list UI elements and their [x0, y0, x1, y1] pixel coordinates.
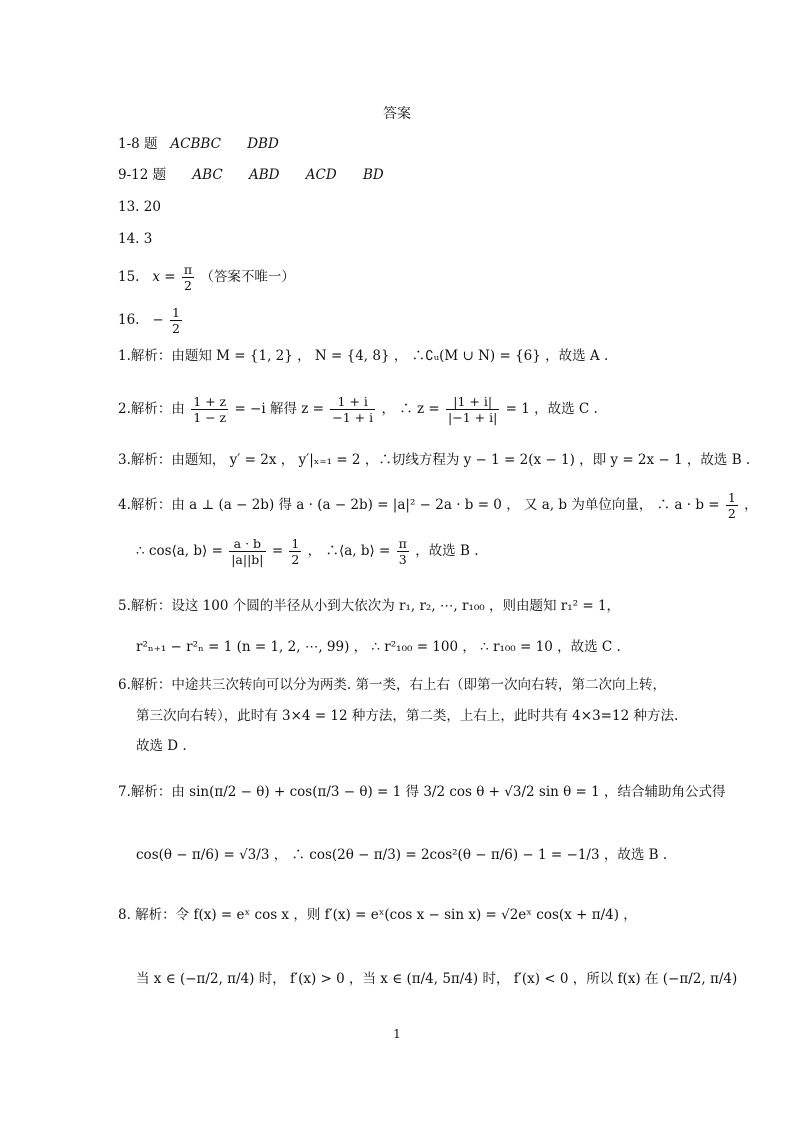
solution-2-f1-num: 1 + z — [193, 394, 227, 409]
page-title: 答案 — [383, 106, 411, 122]
answer-1-8-label: 1-8 题 — [118, 136, 158, 152]
solution-6-line-3: 故选 D . — [136, 738, 187, 754]
solution-7-line-1: 7.解析：由 sin(π/2 − θ) + cos(π/3 − θ) = 1 得 3/2 cos θ + √3/2 sin θ = 1 ，结合辅助角公式得 — [118, 784, 726, 800]
solution-4-angle: ， ∴⟨a, b⟩ = — [307, 543, 391, 559]
answer-16-sign: − — [152, 312, 164, 328]
solution-2-mid2: ， ∴ z = — [381, 401, 440, 417]
solution-2-intro: 2.解析：由 — [118, 401, 185, 417]
answer-16-den: 2 — [171, 321, 180, 336]
answer-9-12-a: ABC — [192, 167, 223, 183]
answer-1-8-b: DBD — [247, 136, 279, 152]
solution-1: 1.解析：由题知 M = {1, 2} ， N = {4, 8} ， ∴∁ᵤ(M ∪ N) = {6} ，故选 A . — [118, 348, 609, 364]
answer-1-8 — [118, 135, 279, 153]
answer-13: 13. 20 — [118, 199, 161, 215]
solution-4-fraction — [726, 490, 738, 521]
answer-9-12 — [118, 166, 384, 184]
answer-14: 14. 3 — [118, 231, 153, 247]
solution-4-line-2 — [136, 536, 478, 567]
solution-4-cos: ∴ cos⟨a, b⟩ = — [136, 543, 223, 559]
answer-16-fraction — [170, 305, 182, 336]
solution-4-pi-num: π — [398, 536, 407, 551]
solution-6-line-2: 第三次向右转），此时有 3×4 = 12 种方法，第二类，上右上，此时共有 4×3=12 种方法. — [136, 708, 679, 724]
solution-4-cos-den: |a||b| — [231, 552, 264, 567]
answer-15-label: 15. — [118, 269, 140, 285]
solution-2-f3-den: |−1 + i| — [448, 410, 498, 425]
solution-4-eq: = — [271, 543, 284, 559]
solution-2-f2-num: 1 + i — [330, 394, 375, 410]
solution-4-text: 4.解析：由 a ⊥ (a − 2b) 得 a · (a − 2b) = |a|² − 2a · b = 0 ， 又 a, b 为单位向量， ∴ a · b = — [118, 497, 720, 513]
solution-8-line-2: 当 x ∈ (−π/2, π/4) 时， f′(x) > 0 ，当 x ∈ (π/4, 5π/4) 时， f′(x) < 0 ，所以 f(x) 在 (−π/2, π/4) — [136, 971, 738, 987]
solution-4-cos-fraction — [229, 536, 265, 567]
page-number: 1 — [393, 1027, 401, 1041]
solution-4-end: ，故选 B . — [415, 543, 479, 559]
answer-9-12-d: BD — [362, 167, 384, 183]
solution-5-line-2: r²ₙ₊₁ − r²ₙ = 1 (n = 1, 2, ⋯, 99) ， ∴ r²₁₀₀ = 100 ， ∴ r₁₀₀ = 10 ，故选 C . — [136, 639, 621, 655]
answer-16-label: 16. — [118, 312, 140, 328]
answer-1-8-a: ACBBC — [170, 136, 221, 152]
solution-4-comma: ， — [744, 497, 758, 513]
solution-2-f2-den: −1 + i — [332, 410, 374, 425]
answer-15 — [118, 262, 295, 293]
solution-3: 3.解析：由题知， y′ = 2x ， y′|ₓ₌₁ = 2 ，∴切线方程为 y − 1 = 2(x − 1) ，即 y = 2x − 1 ，故选 B . — [118, 452, 751, 468]
answer-9-12-b: ABD — [248, 167, 280, 183]
answer-15-note: （答案不唯一） — [200, 269, 295, 285]
answer-15-expr: x = — [152, 269, 176, 285]
answer-15-num: π — [183, 262, 193, 277]
solution-2-f3-num: |1 + i| — [446, 394, 499, 410]
answer-9-12-c: ACD — [305, 167, 337, 183]
solution-4-half-den: 2 — [291, 552, 300, 567]
solution-4-half — [289, 536, 301, 567]
solution-7-line-2: cos(θ − π/6) = √3/3 ， ∴ cos(2θ − π/3) = 2cos²(θ − π/6) − 1 = −1/3 ，故选 B . — [136, 847, 668, 863]
answer-16 — [118, 305, 184, 336]
solution-2-mid: = −i 解得 z = — [234, 401, 324, 417]
solution-4-f-num: 1 — [727, 490, 736, 505]
solution-2-fraction-3 — [446, 394, 499, 425]
solution-4-pi-den: 3 — [398, 552, 407, 567]
answer-16-num: 1 — [171, 305, 180, 320]
solution-4-f-den: 2 — [727, 506, 736, 521]
solution-2-end: = 1 ，故选 C . — [505, 401, 598, 417]
solution-4-half-num: 1 — [291, 536, 300, 551]
solution-5-line-1: 5.解析：设这 100 个圆的半径从小到大依次为 r₁, r₂, ⋯, r₁₀₀ ，则由题知 r₁² = 1， — [118, 598, 621, 614]
solution-8-line-1: 8. 解析：令 f(x) = eˣ cos x ，则 f′(x) = eˣ(cos x − sin x) = √2eˣ cos(x + π/4) ， — [118, 907, 637, 923]
solution-4-pi-third — [397, 536, 409, 567]
solution-2-f1-den: 1 − z — [193, 410, 227, 425]
answer-9-12-label: 9-12 题 — [118, 167, 167, 183]
solution-4-cos-num: a · b — [229, 536, 265, 552]
solution-2 — [118, 394, 598, 425]
solution-6-line-1: 6.解析：中途共三次转向可以分为两类. 第一类，右上右（即第一次向右转，第二次向上转， — [118, 677, 666, 693]
answer-15-den: 2 — [184, 278, 192, 293]
solution-2-fraction-1 — [191, 394, 228, 425]
answer-15-fraction — [182, 262, 194, 293]
solution-4-line-1 — [118, 490, 758, 521]
solution-2-fraction-2 — [330, 394, 375, 425]
